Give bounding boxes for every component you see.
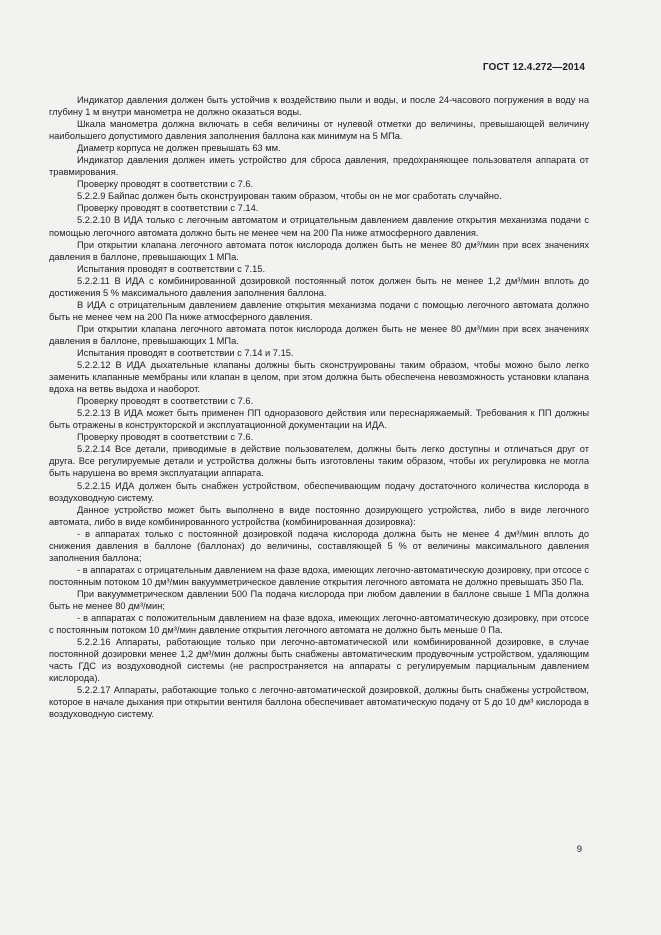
list-item: - в аппаратах только с постоянной дозировкой подача кислорода должна быть не менее 4 дм³/мин вплоть до снижения давления в баллоне (баллонах) до величины, составляющей 5 % от величины максимального давления заполнения баллона; <box>49 528 589 563</box>
paragraph: Проверку проводят в соответствии с 7.6. <box>77 432 254 443</box>
clause-5-2-2-11: 5.2.2.11 В ИДА с комбинированной дозировкой постоянный поток должен быть не менее 1,2 дм³/мин вплоть до достижения 5 % максимального давления заполнения баллона. <box>49 275 589 298</box>
clause-5-2-2-16: 5.2.2.16 Аппараты, работающие только при легочно-автоматической или комбинированной дозировке, в случае постоянной дозировки менее 1,2 дм³/мин должны быть снабжены автоматическим продувочным устройством, удаляющим часть ГДС из воздуховодной системы (не распространяется на аппараты с регулируемым парциальным давлением кислорода). <box>49 637 589 684</box>
paragraph: Индикатор давления должен быть устойчив к воздействию пыли и воды, и после 24-часового погружения в воду на глубину 1 м внутри манометра не должно оказаться воды. <box>49 95 589 118</box>
clause-5-2-2-17: 5.2.2.17 Аппараты, работающие только с легочно-автоматической дозировкой, должны быть снабжены устройством, которое в начале дыхания при открытии вентиля баллона обеспечивает автоматическую подачу от 5 до 10 дм³ кислорода в воздуховодную систему. <box>49 685 589 720</box>
list-item: - в аппаратах с положительным давлением на фазе вдоха, имеющих легочно-автоматическую дозировку, при отсосе с постоянным потоком 10 дм³/мин давление открытия легочного автомата не должно быть меньше 0 Па. <box>49 613 589 636</box>
paragraph: В ИДА с отрицательным давлением давление открытия механизма подачи с помощью легочного автомата должно быть не менее чем на 200 Па ниже атмосферного давления. <box>49 299 589 322</box>
clause-5-2-2-9: 5.2.2.9 Байпас должен быть сконструирован таким образом, чтобы он не мог сработать случайно. <box>77 191 502 202</box>
clause-5-2-2-13: 5.2.2.13 В ИДА может быть применен ПП одноразового действия или переснаряжаемый. Требования к ПП должны быть отражены в конструкторской и эксплуатационной документации на ИДА. <box>49 408 589 431</box>
document-header: ГОСТ 12.4.272—2014 <box>482 62 585 73</box>
paragraph: При открытии клапана легочного автомата поток кислорода должен быть не менее 80 дм³/мин при всех значениях давления в баллоне, превышающих 1 МПа. <box>49 239 589 262</box>
paragraph: Шкала манометра должна включать в себя величины от нулевой отметки до величины, превышающей величину наибольшего допустимого давления заполнения баллона как минимум на 5 МПа. <box>49 119 589 142</box>
paragraph: Индикатор давления должен иметь устройство для сброса давления, предохраняющее пользователя аппарата от травмирования. <box>49 155 589 178</box>
paragraph: Проверку проводят в соответствии с 7.14. <box>77 203 259 214</box>
paragraph: Испытания проводят в соответствии с 7.14 и 7.15. <box>77 347 294 358</box>
paragraph: Проверку проводят в соответствии с 7.6. <box>77 179 254 190</box>
clause-5-2-2-12: 5.2.2.12 В ИДА дыхательные клапаны должны быть сконструированы таким образом, чтобы можно было легко заменить клапанные мембраны или клапан в целом, при этом должна быть обеспечена невозможность установки клапана вдоха на ветвь выдоха и наоборот. <box>49 360 589 395</box>
paragraph: При открытии клапана легочного автомата поток кислорода должен быть не менее 80 дм³/мин при всех значениях давления в баллоне, превышающих 1 МПа. <box>49 323 589 346</box>
document-body <box>49 94 589 720</box>
paragraph: При вакуумметрическом давлении 500 Па подача кислорода при любом давлении в баллоне свыше 1 МПа должна быть не менее 80 дм³/мин; <box>49 588 589 611</box>
list-item: - в аппаратах с отрицательным давлением на фазе вдоха, имеющих легочно-автоматическую дозировку, при отсосе с постоянным потоком 10 дм³/мин вакуумметрическое давление открытия легочного автомата не должно превышать 350 Па. <box>49 564 589 587</box>
clause-5-2-2-14: 5.2.2.14 Все детали, приводимые в действие пользователем, должны быть легко доступны и отличаться друг от друга. Все регулируемые детали и устройства должны быть изготовлены таким образом, чтобы их регулировка не могла быть нарушена во время эксплуатации аппарата. <box>49 444 589 479</box>
clause-5-2-2-15: 5.2.2.15 ИДА должен быть снабжен устройством, обеспечивающим подачу достаточного количества кислорода в воздуховодную систему. <box>49 480 589 503</box>
paragraph: Проверку проводят в соответствии с 7.6. <box>77 396 254 407</box>
paragraph: Испытания проводят в соответствии с 7.15. <box>77 263 266 274</box>
clause-5-2-2-10: 5.2.2.10 В ИДА только с легочным автоматом и отрицательным давлением давление открытия механизма подачи с помощью легочного автомата должно быть не менее чем на 200 Па ниже атмосферного давления. <box>49 215 589 238</box>
paragraph: Диаметр корпуса не должен превышать 63 мм. <box>77 143 281 154</box>
paragraph: Данное устройство может быть выполнено в виде постоянно дозирующего устройства, либо в виде легочного автомата, либо в виде комбинированного устройства (комбинированная дозировка): <box>49 504 589 527</box>
page-number: 9 <box>576 844 582 855</box>
